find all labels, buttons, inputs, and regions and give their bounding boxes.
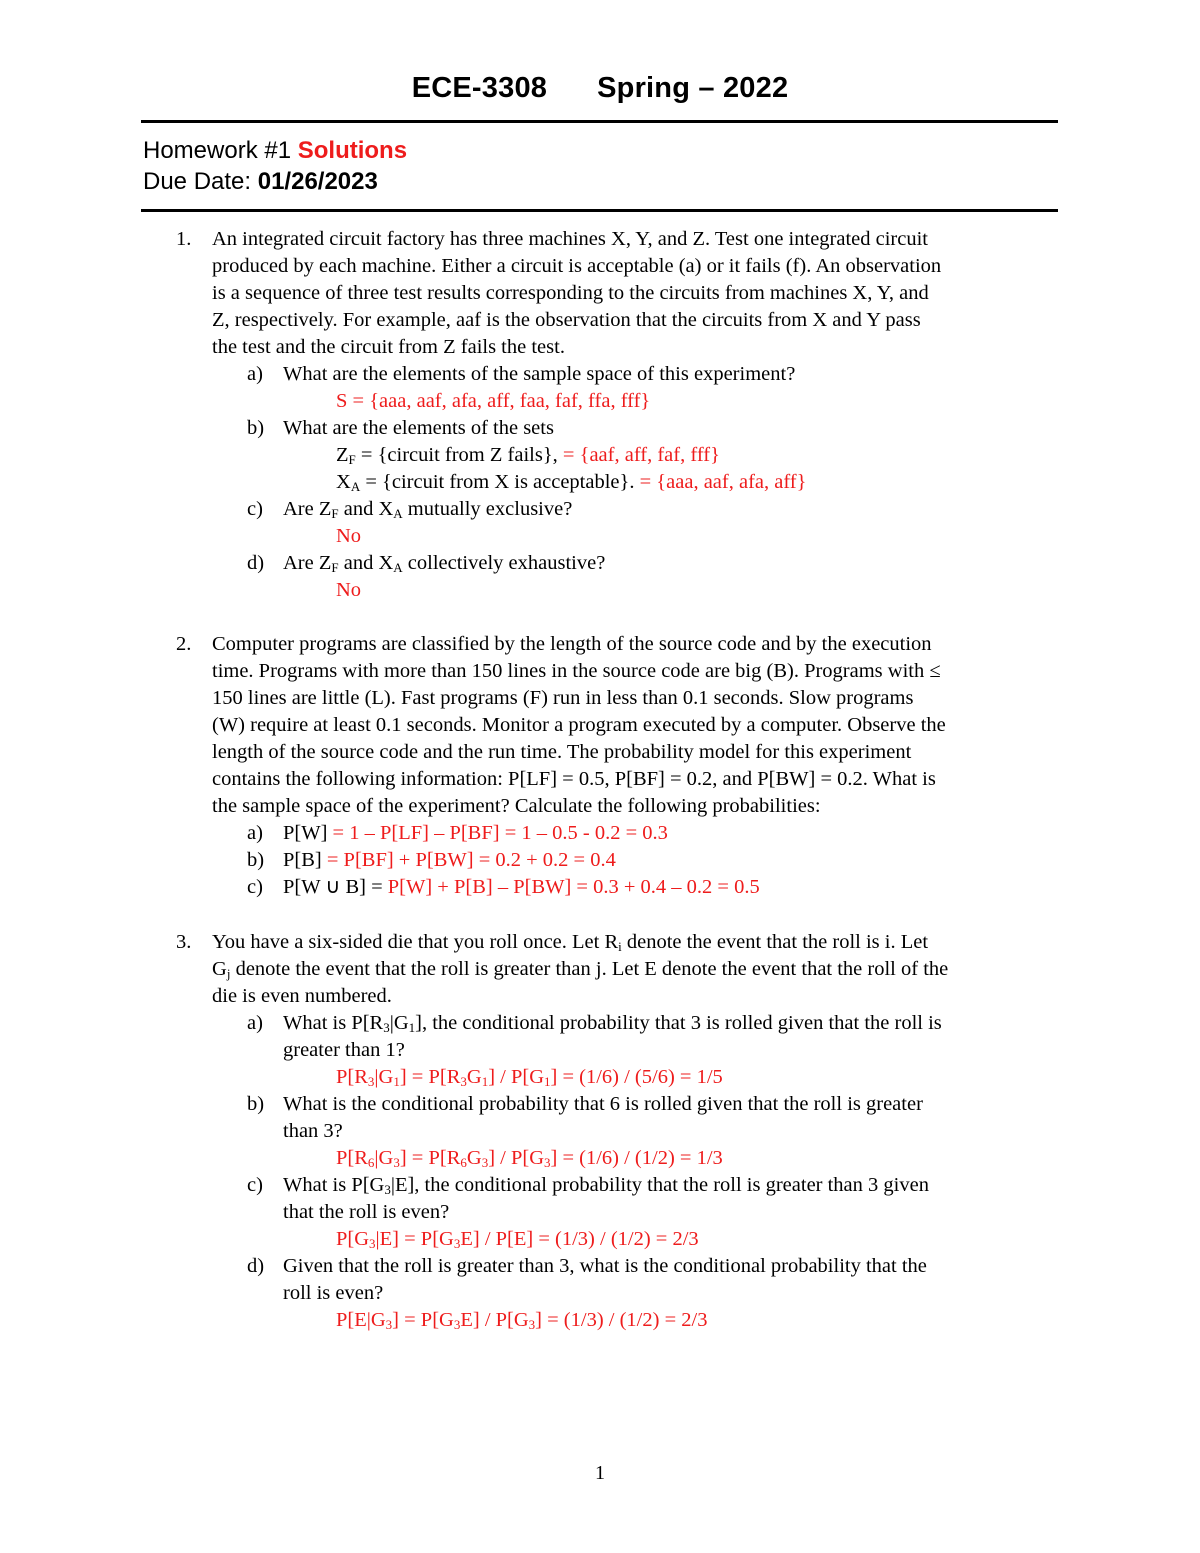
q2-text-line: (W) require at least 0.1 seconds. Monitor a program executed by a computer. Observe the [212, 714, 946, 736]
q3b-answer: $P[R_6|G_3] = P[R_6G_3] / P[G_3] = (1/6) / (1/2) = 1/3$ [336, 1147, 723, 1170]
q1b-zf-line: $Z_F$ = {circuit from Z fails}, = {aaf, aff, faf, fff} [336, 444, 720, 467]
q2-text-line: 150 lines are little (L). Fast programs (F) run in less than 0.1 seconds. Slow programs [212, 687, 914, 709]
q1b-question: What are the elements of the sets [283, 417, 554, 439]
q2-text-line: time. Programs with more than 150 lines in the source code are big (B). Programs with ≤ [212, 660, 941, 682]
q3-text-line: die is even numbered. [212, 985, 392, 1007]
q1b-label: b) [247, 417, 265, 439]
q3b-label: b) [247, 1093, 265, 1115]
q3-text-line: $G_j$ denote the event that the roll is greater than j. Let E denote the event that the roll of the [212, 958, 949, 981]
q1-number: 1. [176, 228, 192, 250]
q2c-label: c) [247, 876, 263, 898]
q3a-question-line: What is $P[R_3|G_1]$, the conditional probability that 3 is rolled given that the roll is [283, 1012, 942, 1035]
q1-text-line: is a sequence of three test results corresponding to the circuits from machines X, Y, and [212, 282, 929, 304]
course-title [0, 72, 1200, 105]
due-date-line [143, 168, 378, 196]
course-term: Spring – 2022 [597, 72, 789, 104]
q2c-line: P[W ∪ B] = P[W] + P[B] – P[BW] = 0.3 + 0.4 – 0.2 = 0.5 [283, 876, 760, 898]
q1b-xa-answer: = {aaa, aaf, afa, aff} [634, 471, 807, 493]
q1c-question: Are $Z_F$ and $X_A$ mutually exclusive? [283, 498, 573, 521]
q2c-answer: P[W] + P[B] – P[BW] = 0.3 + 0.4 – 0.2 = 0.5 [387, 876, 760, 898]
q2a-line: P[W] = 1 – P[LF] – P[BF] = 1 – 0.5 - 0.2 = 0.3 [283, 822, 668, 844]
q3d-question-line: Given that the roll is greater than 3, what is the conditional probability that the [283, 1255, 927, 1277]
q3c-label: c) [247, 1174, 263, 1196]
q1-text-line: An integrated circuit factory has three machines X, Y, and Z. Test one integrated circuit [212, 228, 928, 250]
q3-text-line: You have a six-sided die that you roll once. Let $R_i$ denote the event that the roll is i. Let [212, 931, 929, 954]
q3c-answer: $P[G_3|E] = P[G_3E] / P[E] = (1/3) / (1/2) = 2/3$ [336, 1228, 699, 1251]
homework-title [143, 137, 407, 165]
q1a-question: What are the elements of the sample space of this experiment? [283, 363, 796, 385]
course-code: ECE-3308 [411, 72, 548, 104]
q1d-label: d) [247, 552, 265, 574]
q3-number: 3. [176, 931, 192, 953]
q3a-answer: $P[R_3|G_1] = P[R_3G_1] / P[G_1] = (1/6) / (5/6) = 1/5$ [336, 1066, 723, 1089]
q1b-zf-answer: = {aaf, aff, faf, fff} [557, 444, 720, 466]
due-date: 01/26/2023 [257, 168, 378, 195]
q1-text-line: the test and the circuit from Z fails the test. [212, 336, 565, 358]
q1c-label: c) [247, 498, 263, 520]
q1a-answer: S = {aaa, aaf, afa, aff, faa, faf, ffa, fff} [336, 390, 651, 412]
q3c-question-line: that the roll is even? [283, 1201, 450, 1223]
q3a-question-line: greater than 1? [283, 1039, 405, 1061]
q1d-answer: No [336, 579, 362, 601]
q2-number: 2. [176, 633, 192, 655]
q3d-answer: $P[E|G_3] = P[G_3E] / P[G_3] = (1/3) / (1/2) = 2/3$ [336, 1309, 708, 1332]
q3b-question-line: What is the conditional probability that 6 is rolled given that the roll is greater [283, 1093, 923, 1115]
q1d-question: Are $Z_F$ and $X_A$ collectively exhaustive? [283, 552, 606, 575]
q3a-label: a) [247, 1012, 263, 1034]
due-label: Due Date: [143, 168, 258, 195]
solutions-label: Solutions [297, 137, 408, 164]
q2a-answer: = 1 – P[LF] – P[BF] = 1 – 0.5 - 0.2 = 0.3 [332, 822, 668, 844]
q3d-question-line: roll is even? [283, 1282, 384, 1304]
header-bottom-rule [141, 209, 1058, 212]
q2b-line: P[B] = P[BF] + P[BW] = 0.2 + 0.2 = 0.4 [283, 849, 616, 871]
q2-text-line: length of the source code and the run time. The probability model for this experiment [212, 741, 912, 763]
q1b-xa-line: $X_A$ = {circuit from X is acceptable}. = {aaa, aaf, afa, aff} [336, 471, 807, 494]
q1-text-line: produced by each machine. Either a circuit is acceptable (a) or it fails (f). An observation [212, 255, 942, 277]
q1-text-line: Z, respectively. For example, aaf is the observation that the circuits from X and Y pass [212, 309, 921, 331]
q3b-question-line: than 3? [283, 1120, 343, 1142]
q2-text-line: contains the following information: P[LF] = 0.5, P[BF] = 0.2, and P[BW] = 0.2. What is [212, 768, 936, 790]
q3d-label: d) [247, 1255, 265, 1277]
q3c-question-line: What is $P[G_3|E]$, the conditional probability that the roll is greater than 3 given [283, 1174, 929, 1197]
q2b-answer: = P[BF] + P[BW] = 0.2 + 0.2 = 0.4 [326, 849, 616, 871]
page-number: 1 [595, 1462, 605, 1484]
q2-text-line: the sample space of the experiment? Calculate the following probabilities: [212, 795, 821, 817]
q2a-label: a) [247, 822, 263, 844]
q2b-label: b) [247, 849, 265, 871]
q1c-answer: No [336, 525, 362, 547]
top-rule [141, 120, 1058, 123]
homework-label: Homework #1 [143, 137, 298, 164]
q1a-label: a) [247, 363, 263, 385]
q2-text-line: Computer programs are classified by the length of the source code and by the execution [212, 633, 932, 655]
